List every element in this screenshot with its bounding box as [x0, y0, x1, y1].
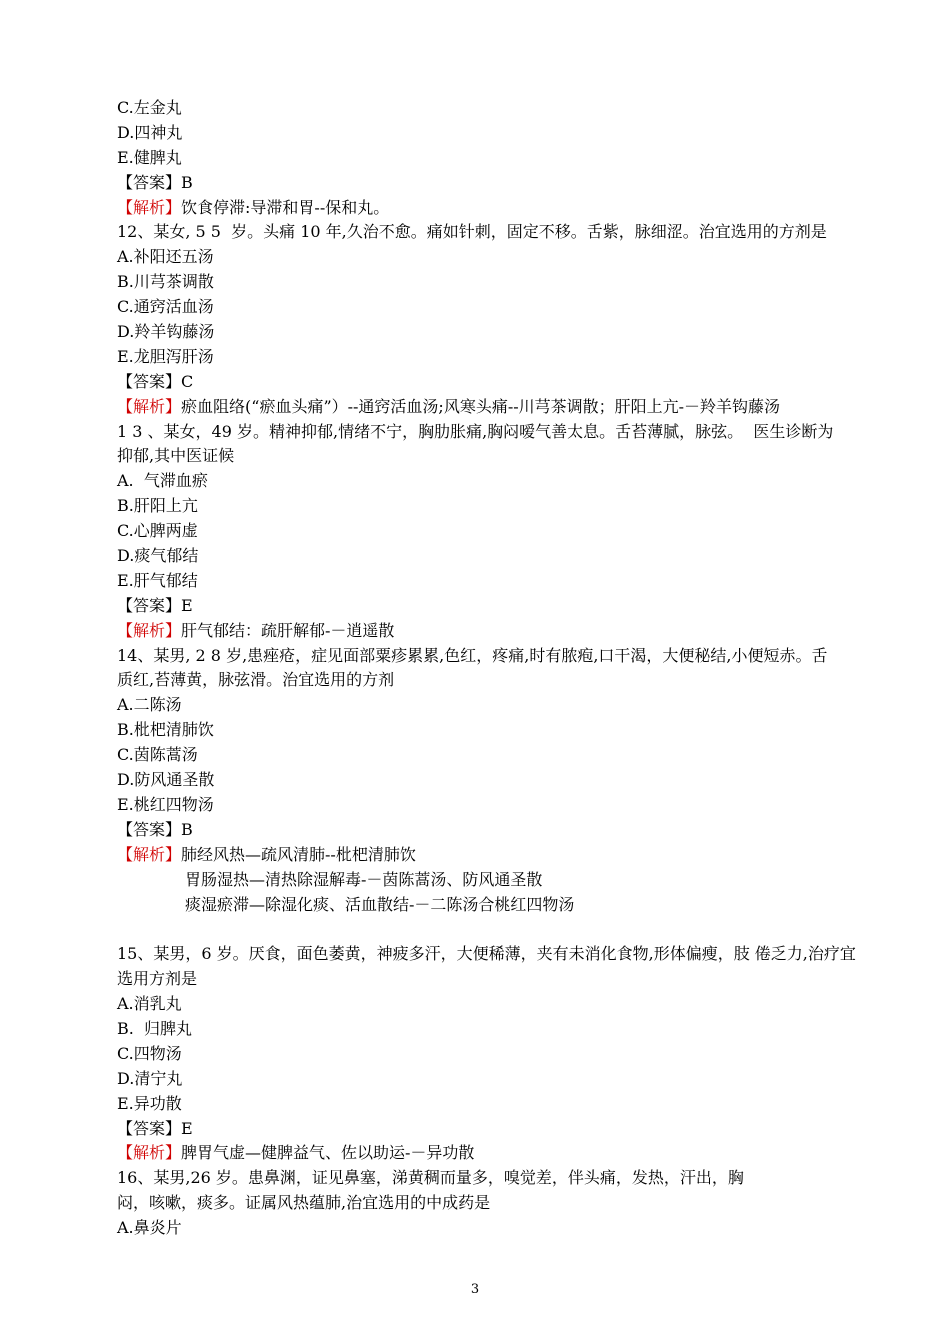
option-line: E.桃红四物汤	[117, 794, 214, 814]
answer-value: E	[181, 1118, 193, 1138]
analysis-continuation: 痰湿瘀滞—除湿化痰、活血散结-－二陈汤合桃红四物汤	[185, 894, 575, 914]
analysis-line	[117, 843, 882, 868]
option-line: C.四物汤	[117, 1043, 182, 1063]
option-line: A.二陈汤	[117, 695, 182, 715]
question-stem: 16、某男,26 岁。患鼻渊，证见鼻塞，涕黄稠而量多，嗅觉差，伴头痛，发热，汗出，胸	[117, 1168, 744, 1188]
analysis-label: 【解析】	[117, 197, 182, 217]
answer-label: 【答案】	[117, 172, 182, 192]
analysis-label: 【解析】	[117, 844, 182, 864]
option-line: B.川芎茶调散	[117, 272, 214, 292]
question-stem: 15、某男，6 岁。厌食，面色萎黄，神疲多汗，大便稀薄，夹有未消化食物,形体偏瘦，肢 倦乏力,治疗宜	[117, 944, 856, 964]
analysis-line	[117, 196, 882, 221]
analysis-text: 脾胃气虚—健脾益气、佐以助运-－异功散	[181, 1143, 475, 1163]
option-line: A.消乳丸	[117, 994, 182, 1014]
analysis-line	[117, 619, 882, 644]
option-line: B.肝阳上亢	[117, 496, 198, 516]
analysis-text: 饮食停滞:导滞和胃--保和丸。	[181, 197, 390, 217]
answer-value: B	[181, 172, 193, 192]
answer-line	[117, 1117, 882, 1142]
analysis-label: 【解析】	[117, 396, 182, 416]
page-number: 3	[470, 1282, 480, 1297]
answer-label: 【答案】	[117, 1118, 182, 1138]
analysis-continuation: 胃肠湿热—清热除湿解毒-－茵陈蒿汤、防风通圣散	[185, 869, 543, 889]
question-stem: 12、某女, 5 5 岁。头痛 10 年,久治不愈。痛如针刺，固定不移。舌紫，脉细涩。治宜选用的方剂是	[117, 222, 827, 242]
option-line: A.补阳还五汤	[117, 247, 214, 267]
analysis-text: 肺经风热—疏风清肺--枇杷清肺饮	[181, 844, 416, 864]
analysis-label: 【解析】	[117, 620, 182, 640]
option-line: B. 归脾丸	[117, 1018, 193, 1038]
analysis-line	[117, 1141, 882, 1166]
option-line: C.心脾两虚	[117, 521, 198, 541]
option-line: E.龙胆泻肝汤	[117, 346, 214, 366]
option-line: E.肝气郁结	[117, 570, 198, 590]
answer-line	[117, 594, 882, 619]
option-line: E.健脾丸	[117, 147, 182, 167]
answer-line	[117, 370, 882, 395]
answer-line	[117, 818, 882, 843]
option-line: C.左金丸	[117, 98, 182, 117]
question-stem-continuation: 闷，咳嗽，痰多。证属风热蕴肺,治宜选用的中成药是	[117, 1193, 491, 1213]
answer-label: 【答案】	[117, 819, 182, 839]
blank-line	[117, 917, 882, 942]
option-line: D.四神丸	[117, 122, 183, 142]
option-line: C.茵陈蒿汤	[117, 745, 198, 765]
question-stem-continuation: 选用方剂是	[117, 969, 198, 989]
option-line: D.羚羊钩藤汤	[117, 322, 215, 342]
option-line: A.鼻炎片	[117, 1218, 182, 1238]
analysis-label: 【解析】	[117, 1143, 182, 1163]
analysis-line	[117, 395, 882, 420]
page-content	[117, 96, 882, 1241]
answer-value: C	[181, 371, 194, 391]
question-stem: 1 3 、某女，49 岁。精神抑郁,情绪不宁，胸肋胀痛,胸闷嗳气善太息。舌苔薄腻，脉弦。 医生诊断为	[117, 421, 834, 441]
answer-value: B	[181, 819, 193, 839]
question-stem-continuation: 质红,苔薄黄，脉弦滑。治宜选用的方剂	[117, 670, 395, 690]
analysis-text: 瘀血阻络(“瘀血头痛”）--通窍活血汤;风寒头痛--川芎茶调散；肝阳上亢-－羚羊钩藤汤	[181, 396, 781, 416]
analysis-text: 肝气郁结：疏肝解郁-－逍遥散	[181, 620, 395, 640]
option-line: B.枇杷清肺饮	[117, 720, 214, 740]
answer-line	[117, 171, 882, 196]
option-line: D.痰气郁结	[117, 546, 199, 566]
option-line: A. 气滞血瘀	[117, 471, 208, 491]
question-stem-continuation: 抑郁,其中医证候	[117, 446, 235, 466]
answer-value: E	[181, 595, 193, 615]
answer-label: 【答案】	[117, 595, 182, 615]
answer-label: 【答案】	[117, 371, 182, 391]
option-line: D.清宁丸	[117, 1068, 183, 1088]
option-line: E.异功散	[117, 1093, 182, 1113]
option-line: D.防风通圣散	[117, 770, 215, 790]
option-line: C.通窍活血汤	[117, 297, 214, 317]
question-stem: 14、某男, 2 8 岁,患痤疮，症见面部粟疹累累,色红，疼痛,时有脓疱,口干渴，大便秘结,小便短赤。舌	[117, 645, 828, 665]
